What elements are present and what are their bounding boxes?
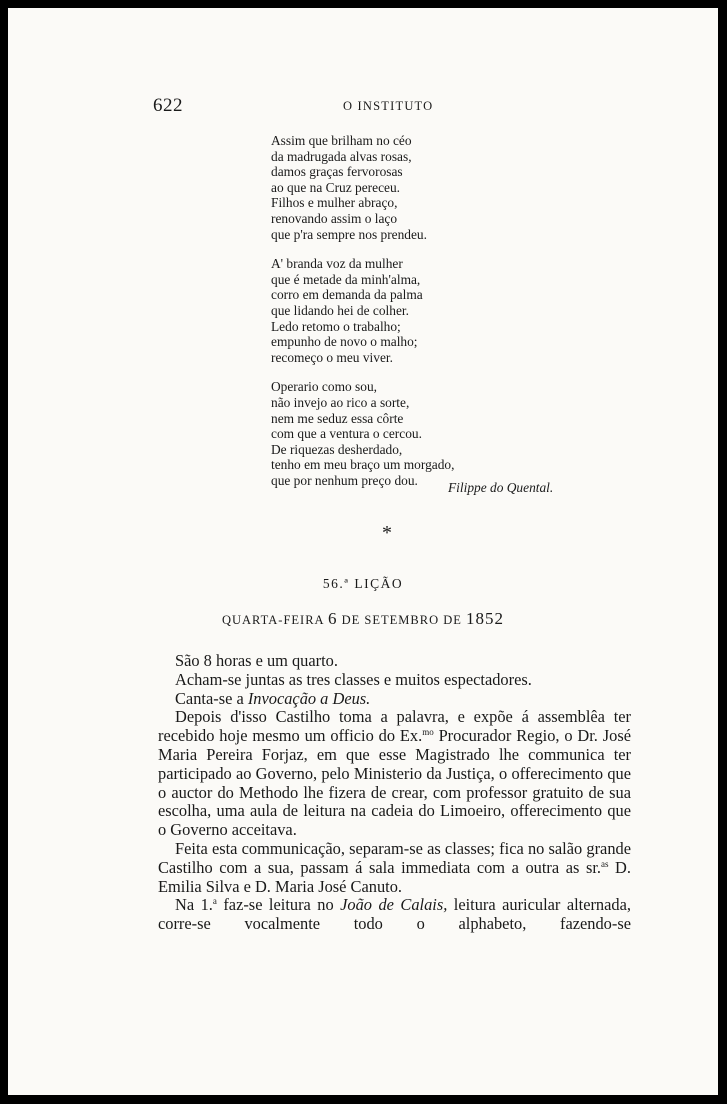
paragraph-text: Acham-se juntas as tres classes e muitos espectadores. (175, 669, 532, 689)
poem-stanza-3 (271, 379, 591, 488)
paragraph (158, 708, 631, 840)
poem (271, 133, 591, 502)
poem-line: com que a ventura o cercou. (271, 426, 422, 442)
poem-stanza-2 (271, 256, 591, 365)
paragraph (158, 652, 631, 671)
poem-line: A' branda voz da mulher (271, 256, 403, 272)
paragraph-text: Depois d'isso Castilho toma a palavra, e expõe á assemblêa ter recebido hoje mesmo um officio do Ex. (158, 707, 631, 746)
lesson-date (8, 609, 718, 629)
superscript: mo (422, 727, 434, 738)
poem-line: damos graças fervorosas (271, 164, 403, 180)
poem-line: Filhos e mulher abraço, (271, 195, 398, 211)
lesson-word: LIÇÃO (354, 576, 404, 591)
paragraph-text: Na 1. (175, 895, 213, 915)
date-year: 1852 (466, 609, 505, 628)
poem-line: Ledo retomo o trabalho; (271, 318, 401, 334)
page-header (153, 95, 593, 119)
poem-line: De riquezas desherdado, (271, 441, 403, 457)
lesson-body (158, 652, 631, 934)
paragraph-text: São 8 horas e um quarto. (175, 651, 338, 670)
superscript: as (600, 858, 609, 869)
paragraph (158, 896, 631, 934)
poem-line: tenho em meu braço um morgado, (271, 457, 455, 473)
poem-line: que por nenhum preço dou. (271, 472, 418, 488)
poem-line: da madrugada alvas rosas, (271, 148, 412, 164)
poem-line: ao que na Cruz pereceu. (271, 179, 401, 195)
poem-line: nem me seduz essa côrte (271, 410, 404, 426)
paragraph-text: D. Emilia Silva e D. Maria José Canuto. (158, 857, 631, 896)
poem-line: corro em demanda da palma (271, 287, 423, 303)
lesson-number: 56.ª (322, 576, 350, 591)
superscript: a (212, 896, 217, 907)
poem-line: Operario como sou, (271, 379, 377, 395)
paragraph-text: Feita esta communicação, separam-se as classes; fica no salão grande Castilho com a sua, passam á sala immediata com a outra as sr. (158, 838, 631, 877)
poem-line: que é metade da minh'alma, (271, 271, 421, 287)
paragraph (158, 690, 631, 709)
italic-title: João de Calais, (340, 895, 448, 915)
poem-line: que p'ra sempre nos prendeu. (271, 226, 427, 242)
poem-line: recomeço o meu viver. (271, 349, 393, 365)
italic-title: Invocação a Deus. (247, 688, 371, 708)
poem-stanza-1 (271, 133, 591, 242)
paragraph-text: faz-se leitura no (216, 895, 341, 915)
lesson-title (8, 576, 718, 592)
date-month: DE SETEMBRO DE (341, 613, 462, 627)
paragraph (158, 840, 631, 896)
paragraph-text: Procurador Regio, o Dr. José Maria Pereira Forjaz, em que esse Magistrado lhe communica ter participado ao Governo, pelo Ministerio da Justiça, o offerecimento que o auctor do Methodo lhe fizera de crear, com professor gratuito de sua escolha, uma aula de leitura na cadeia do Limoeiro, offerecimento que o Governo acceitava. (158, 726, 631, 840)
poem-line: renovando assim o laço (271, 210, 398, 226)
poem-line: que lidando hei de colher. (271, 302, 409, 318)
poem-line: Assim que brilham no céo (271, 133, 412, 148)
book-page (8, 8, 718, 1095)
running-head: O INSTITUTO (343, 99, 434, 113)
paragraph-text: Canta-se a (175, 688, 248, 708)
poem-signature: Filippe do Quental. (448, 480, 554, 495)
date-weekday: QUARTA-FEIRA (221, 613, 324, 627)
poem-line: não invejo ao rico a sorte, (271, 394, 410, 410)
section-separator: * (382, 522, 392, 544)
poem-line: empunho de novo o malho; (271, 334, 418, 350)
page-number: 622 (153, 95, 183, 116)
paragraph (158, 671, 631, 690)
paragraph-text: leitura auricular alternada, corre-se vocalmente todo o alphabeto, fazendo-se (158, 895, 631, 934)
date-day: 6 (328, 609, 338, 628)
